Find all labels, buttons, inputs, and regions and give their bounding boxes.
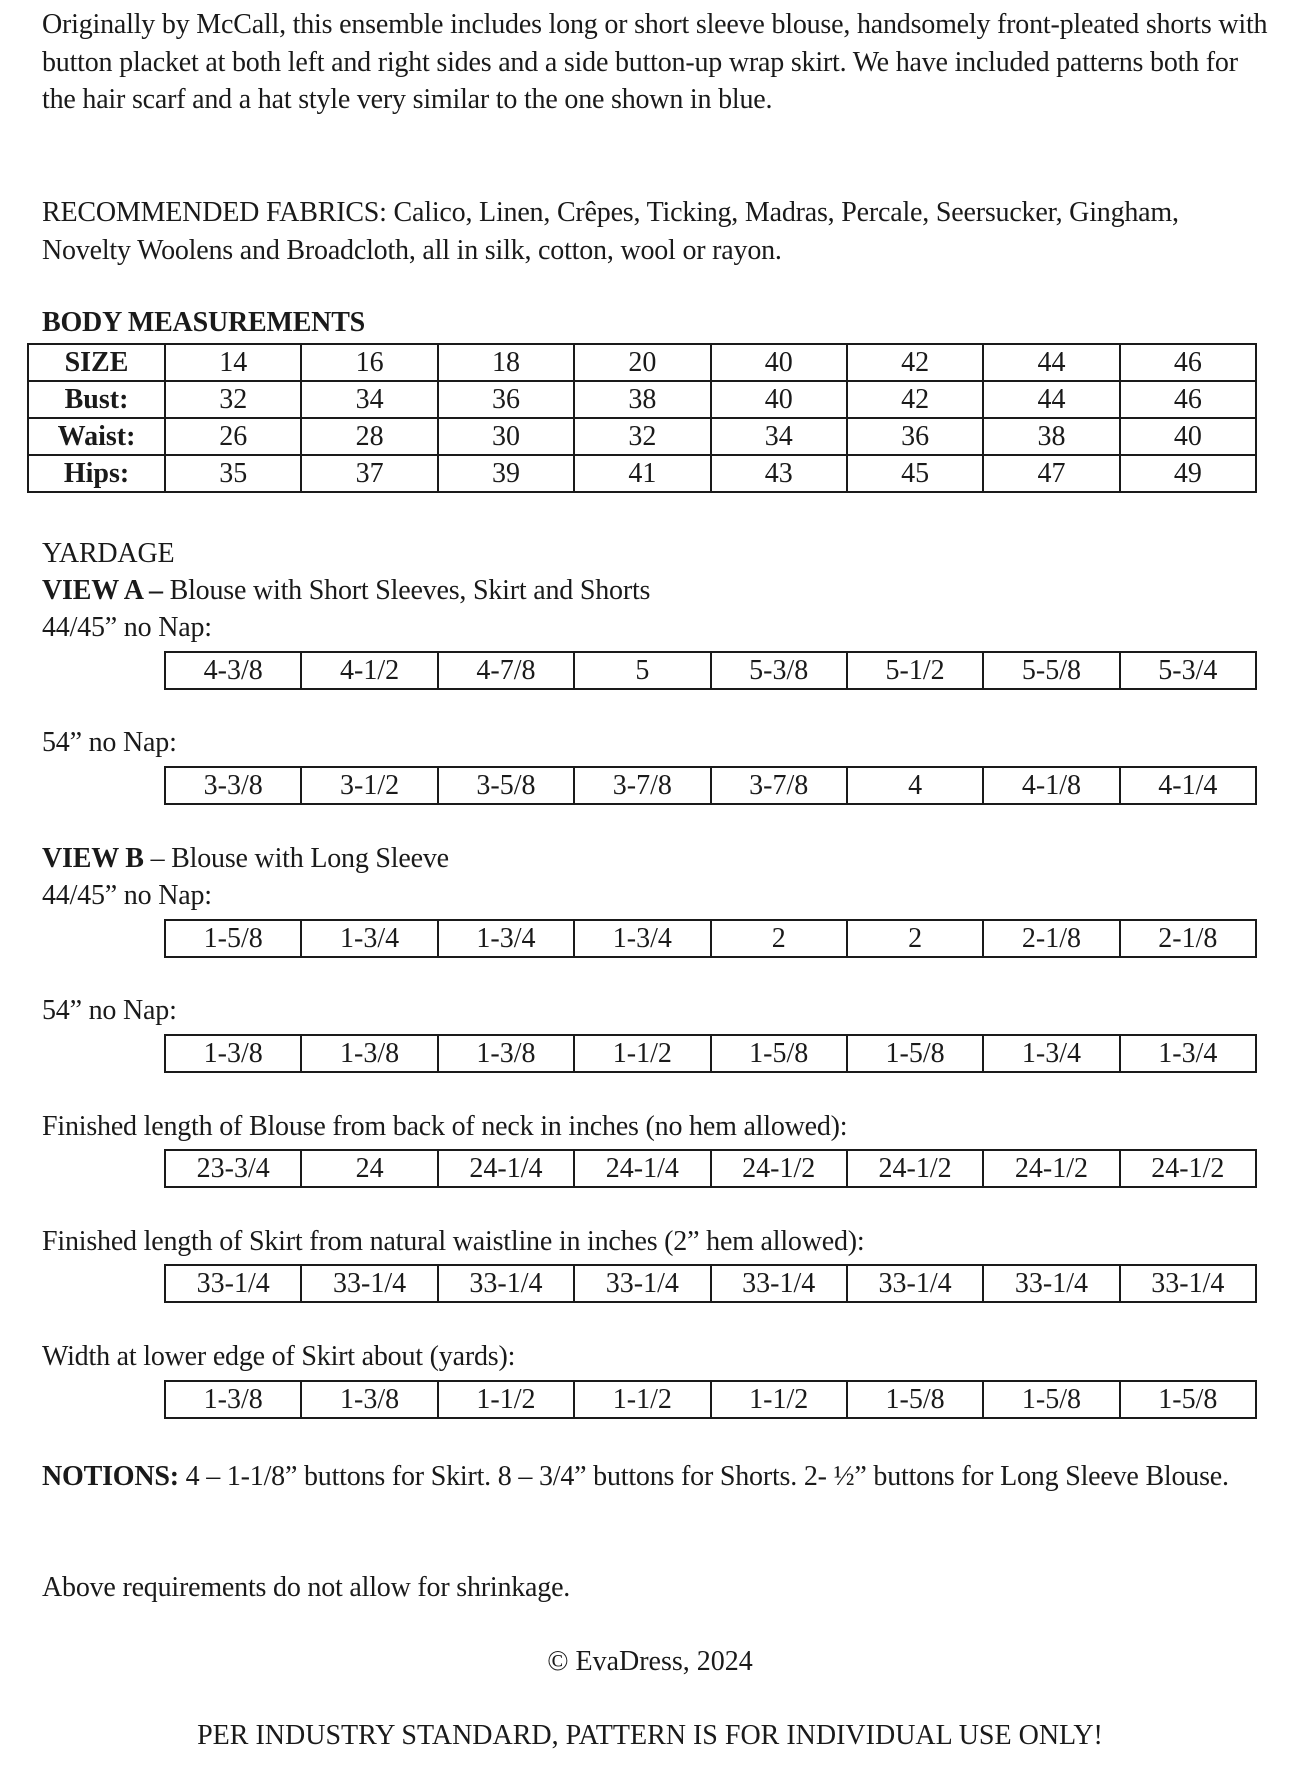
view-a-44-label: 44/45” no Nap: [42,612,212,643]
view-b-heading [42,842,449,876]
table-cell: 5 [574,652,710,689]
shrinkage-note: Above requirements do not allow for shrinkage. [42,1572,571,1603]
copyright: © EvaDress, 2024 [547,1646,753,1677]
table-cell: 33-1/4 [1120,1265,1256,1302]
table-cell: 1-3/4 [574,920,710,957]
skirt-width-label: Width at lower edge of Skirt about (yards): [42,1341,516,1372]
table-cell: 37 [301,455,437,492]
table-cell: 5-1/2 [847,652,983,689]
table-cell: 34 [301,381,437,418]
table-cell: 28 [301,418,437,455]
table-cell: 43 [711,455,847,492]
table-cell: 2 [711,920,847,957]
usage-notice: PER INDUSTRY STANDARD, PATTERN IS FOR INDIVIDUAL USE ONLY! [197,1720,1103,1751]
table-row [165,1381,1256,1418]
table-cell: 1-5/8 [711,1035,847,1072]
yardage-title: YARDAGE [42,538,175,569]
table-cell: 41 [574,455,710,492]
table-cell: 1-1/2 [574,1035,710,1072]
table-row [165,1150,1256,1187]
table-cell: 5-5/8 [983,652,1119,689]
table-cell: 16 [301,344,437,381]
table-cell: 33-1/4 [847,1265,983,1302]
table-cell: 44 [983,344,1119,381]
table-cell: 24 [301,1150,437,1187]
table-row [165,652,1256,689]
notions-label: NOTIONS: [42,1461,179,1492]
view-a-54-table [164,766,1257,805]
table-cell: 24-1/2 [711,1150,847,1187]
table-cell: 24-1/2 [1120,1150,1256,1187]
view-b-44-label: 44/45” no Nap: [42,880,212,911]
view-b-description: – Blouse with Long Sleeve [143,843,449,874]
table-row [165,1035,1256,1072]
table-cell: 2 [847,920,983,957]
skirt-length-label: Finished length of Skirt from natural waistline in inches (2” hem allowed): [42,1226,865,1257]
table-cell: 38 [574,381,710,418]
table-row [28,344,1256,381]
table-cell: 39 [438,455,574,492]
table-cell: 1-1/2 [574,1381,710,1418]
table-cell: 30 [438,418,574,455]
row-label: Waist: [28,418,165,455]
body-measurements-table [27,343,1257,493]
table-cell: 36 [438,381,574,418]
table-row [165,767,1256,804]
table-cell: 2-1/8 [983,920,1119,957]
table-cell: 46 [1120,381,1256,418]
view-b-label: VIEW B [42,843,144,874]
table-cell: 46 [1120,344,1256,381]
table-cell: 36 [847,418,983,455]
view-a-description: Blouse with Short Sleeves, Skirt and Shorts [162,575,651,606]
table-cell: 24-1/2 [847,1150,983,1187]
table-cell: 4 [847,767,983,804]
table-row [165,920,1256,957]
table-cell: 4-1/4 [1120,767,1256,804]
table-cell: 1-1/2 [438,1381,574,1418]
table-cell: 40 [1120,418,1256,455]
table-cell: 1-5/8 [983,1381,1119,1418]
table-cell: 40 [711,381,847,418]
view-b-54-label: 54” no Nap: [42,995,177,1026]
table-cell: 26 [165,418,301,455]
table-row [28,381,1256,418]
table-cell: 42 [847,381,983,418]
row-label: Bust: [28,381,165,418]
view-a-label: VIEW A – [42,575,163,606]
table-cell: 3-3/8 [165,767,301,804]
table-cell: 5-3/8 [711,652,847,689]
row-label: Hips: [28,455,165,492]
table-cell: 3-7/8 [574,767,710,804]
table-cell: 32 [574,418,710,455]
view-a-44-table [164,651,1257,690]
view-b-44-table [164,919,1257,958]
table-cell: 24-1/4 [438,1150,574,1187]
intro-description: Originally by McCall, this ensemble includes long or short sleeve blouse, handsomely front-pleated shorts with button placket at both left and right sides and a side button-up wrap skirt. We have included patterns both for the hair scarf and a hat style very similar to the one shown in blue. [42,9,1268,115]
table-cell: 34 [711,418,847,455]
table-cell: 3-7/8 [711,767,847,804]
notions-text: 4 – 1-1/8” buttons for Skirt. 8 – 3/4” buttons for Shorts. 2- ½” buttons for Long Sleeve Blouse. [178,1461,1229,1492]
table-cell: 33-1/4 [438,1265,574,1302]
table-cell: 32 [165,381,301,418]
table-cell: 14 [165,344,301,381]
table-cell: 1-5/8 [847,1381,983,1418]
table-cell: 1-5/8 [165,920,301,957]
table-cell: 1-3/4 [438,920,574,957]
table-cell: 33-1/4 [574,1265,710,1302]
table-cell: 33-1/4 [711,1265,847,1302]
table-cell: 1-5/8 [1120,1381,1256,1418]
table-cell: 33-1/4 [301,1265,437,1302]
table-cell: 4-1/8 [983,767,1119,804]
table-row [165,1265,1256,1302]
table-cell: 33-1/4 [165,1265,301,1302]
table-cell: 20 [574,344,710,381]
table-cell: 4-1/2 [301,652,437,689]
recommended-fabrics: RECOMMENDED FABRICS: Calico, Linen, Crêpes, Ticking, Madras, Percale, Seersucker, Gingham, Novelty Woolens and Broadcloth, all in silk, cotton, wool or rayon. [42,197,1179,266]
table-cell: 1-3/4 [983,1035,1119,1072]
table-cell: 1-3/8 [165,1035,301,1072]
table-cell: 4-7/8 [438,652,574,689]
body-measurements-title: BODY MEASUREMENTS [42,307,366,338]
blouse-length-table [164,1149,1257,1188]
table-cell: 3-5/8 [438,767,574,804]
table-cell: 44 [983,381,1119,418]
row-label: SIZE [28,344,165,381]
table-cell: 24-1/4 [574,1150,710,1187]
table-cell: 35 [165,455,301,492]
table-cell: 1-3/4 [301,920,437,957]
table-cell: 24-1/2 [983,1150,1119,1187]
table-cell: 33-1/4 [983,1265,1119,1302]
table-cell: 45 [847,455,983,492]
table-cell: 18 [438,344,574,381]
table-cell: 1-3/8 [301,1035,437,1072]
skirt-width-table [164,1380,1257,1419]
table-cell: 1-3/4 [1120,1035,1256,1072]
view-a-54-label: 54” no Nap: [42,727,177,758]
table-row [28,418,1256,455]
table-cell: 38 [983,418,1119,455]
table-cell: 23-3/4 [165,1150,301,1187]
skirt-length-table [164,1264,1257,1303]
table-cell: 2-1/8 [1120,920,1256,957]
table-cell: 4-3/8 [165,652,301,689]
table-cell: 47 [983,455,1119,492]
table-cell: 40 [711,344,847,381]
table-cell: 3-1/2 [301,767,437,804]
table-cell: 5-3/4 [1120,652,1256,689]
view-b-54-table [164,1034,1257,1073]
view-a-heading [42,574,650,608]
notions [42,1458,1272,1496]
table-row [28,455,1256,492]
table-cell: 1-3/8 [165,1381,301,1418]
blouse-length-label: Finished length of Blouse from back of neck in inches (no hem allowed): [42,1111,848,1142]
table-cell: 1-5/8 [847,1035,983,1072]
table-cell: 42 [847,344,983,381]
table-cell: 1-3/8 [301,1381,437,1418]
table-cell: 1-1/2 [711,1381,847,1418]
table-cell: 49 [1120,455,1256,492]
table-cell: 1-3/8 [438,1035,574,1072]
